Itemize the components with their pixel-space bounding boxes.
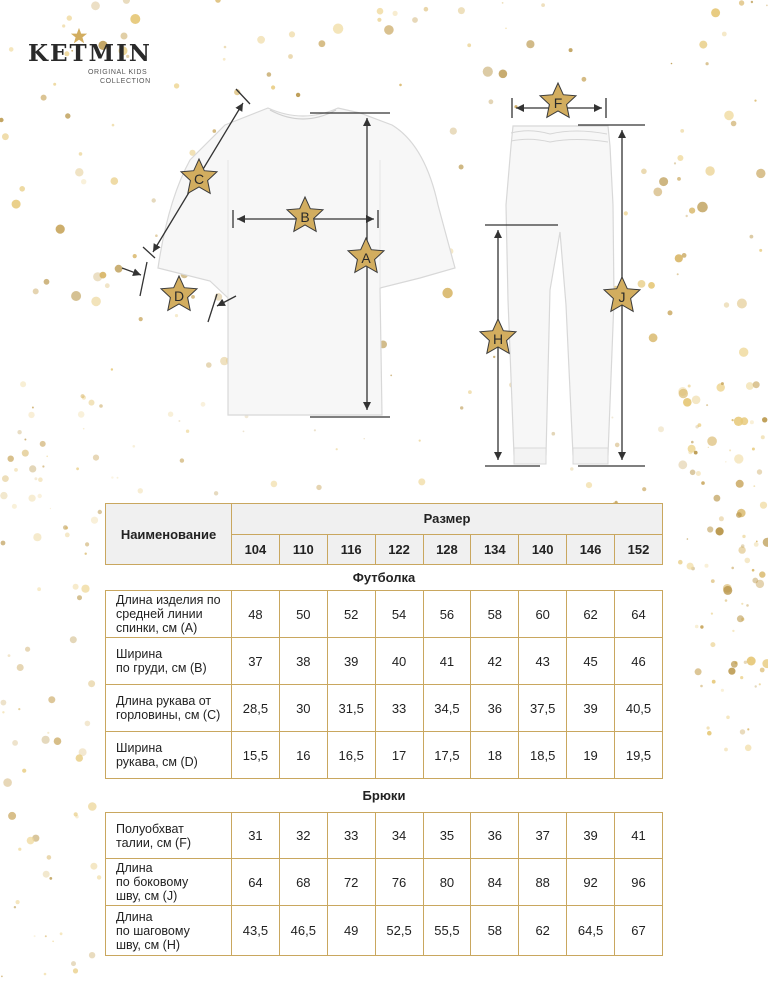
row-label-line: рукава, см (D) [116,755,198,769]
star-letter-F: F [553,95,563,111]
row-label-line: шву, см (J) [116,889,178,903]
value-cell: 40 [375,638,423,685]
name-column-header: Наименование [106,504,232,565]
brand-name: KETMIN [28,40,152,67]
row-label [106,591,232,638]
value-cell: 52,5 [375,906,423,956]
value-cell: 17 [375,732,423,779]
value-cell: 62 [567,591,615,638]
value-cell: 15,5 [232,732,280,779]
value-cell: 52 [327,591,375,638]
table-row [106,813,663,859]
row-label-line: Ширина [116,647,163,661]
value-cell: 36 [471,813,519,859]
value-cell: 37,5 [519,685,567,732]
value-cell: 41 [615,813,663,859]
value-cell: 76 [375,859,423,906]
value-cell: 32 [279,813,327,859]
row-label-line: по боковому [116,875,189,889]
value-cell: 46 [615,638,663,685]
section-title: Футболка [106,565,663,591]
value-cell: 68 [279,859,327,906]
value-cell: 37 [232,638,280,685]
value-cell: 96 [615,859,663,906]
brand-tagline-1: ORIGINAL KIDS [88,69,148,76]
garment-measurement-diagram [0,0,768,490]
value-cell: 62 [519,906,567,956]
star-letter-J: J [618,289,626,305]
row-label-line: Длина [116,909,153,924]
table-row [106,859,663,906]
row-label [106,638,232,685]
table-header-row [106,504,663,535]
tshirt-illustration [158,108,455,415]
table-row [106,685,663,732]
star-letter-A: A [361,250,371,266]
section-title-row [106,779,663,813]
value-cell: 31,5 [327,685,375,732]
star-letter-C: C [193,171,205,187]
value-cell: 17,5 [423,732,471,779]
value-cell: 46,5 [279,906,327,956]
value-cell: 37 [519,813,567,859]
value-cell: 64,5 [567,906,615,956]
size-cell-134: 134 [471,534,519,565]
row-label-line: Ширина [116,741,163,755]
value-cell: 67 [615,906,663,956]
value-cell: 19,5 [615,732,663,779]
value-cell: 48 [232,591,280,638]
row-label-line: спинки, см (А) [116,621,198,635]
value-cell: 39 [567,685,615,732]
row-label-line: по груди, см (В) [116,661,207,675]
value-cell: 88 [519,859,567,906]
row-label-line: средней линии [116,607,203,621]
table-row [106,638,663,685]
size-cell-116: 116 [327,534,375,565]
row-label [106,813,232,859]
table-row [106,591,663,638]
value-cell: 64 [232,859,280,906]
value-cell: 35 [423,813,471,859]
value-cell: 34,5 [423,685,471,732]
row-label [106,906,232,956]
size-cell-104: 104 [232,534,280,565]
size-column-header: Размер [232,504,663,535]
value-cell: 28,5 [232,685,280,732]
value-cell: 56 [423,591,471,638]
row-label-line: Длина рукава от [116,694,212,708]
value-cell: 16 [279,732,327,779]
value-cell: 60 [519,591,567,638]
value-cell: 33 [327,813,375,859]
row-label-line: Полуобхват [116,821,184,836]
value-cell: 30 [279,685,327,732]
value-cell: 34 [375,813,423,859]
value-cell: 39 [567,813,615,859]
size-cell-122: 122 [375,534,423,565]
value-cell: 58 [471,591,519,638]
row-label [106,732,232,779]
star-label-F [540,83,576,117]
size-cell-110: 110 [279,534,327,565]
row-label [106,685,232,732]
value-cell: 41 [423,638,471,685]
value-cell: 42 [471,638,519,685]
pants-illustration [506,126,614,464]
section-title-row [106,565,663,591]
value-cell: 50 [279,591,327,638]
row-label-line: горловины, см (С) [116,708,221,722]
size-cell-128: 128 [423,534,471,565]
size-chart-table [105,503,663,956]
value-cell: 33 [375,685,423,732]
value-cell: 54 [375,591,423,638]
value-cell: 58 [471,906,519,956]
row-label-line: Длина изделия по [116,593,221,607]
star-letter-D: D [173,288,185,304]
section-title: Брюки [106,779,663,813]
star-letter-B: B [300,209,310,225]
star-label-D [161,276,197,310]
row-label-line: талии, см (F) [116,835,192,850]
value-cell: 72 [327,859,375,906]
value-cell: 55,5 [423,906,471,956]
size-cell-152: 152 [615,534,663,565]
value-cell: 16,5 [327,732,375,779]
value-cell: 18 [471,732,519,779]
table-row [106,906,663,956]
row-label-line: Длина [116,861,153,875]
value-cell: 64 [615,591,663,638]
size-cell-146: 146 [567,534,615,565]
value-cell: 38 [279,638,327,685]
value-cell: 19 [567,732,615,779]
table-row [106,732,663,779]
value-cell: 84 [471,859,519,906]
value-cell: 39 [327,638,375,685]
value-cell: 43 [519,638,567,685]
row-label-line: шву, см (H) [116,937,181,952]
row-label [106,859,232,906]
value-cell: 31 [232,813,280,859]
value-cell: 45 [567,638,615,685]
value-cell: 92 [567,859,615,906]
value-cell: 36 [471,685,519,732]
value-cell: 40,5 [615,685,663,732]
value-cell: 43,5 [232,906,280,956]
star-letter-H: H [492,331,504,347]
value-cell: 80 [423,859,471,906]
value-cell: 18,5 [519,732,567,779]
value-cell: 49 [327,906,375,956]
row-label-line: по шаговому [116,923,190,938]
size-cell-140: 140 [519,534,567,565]
brand-tagline-2: COLLECTION [100,78,151,85]
